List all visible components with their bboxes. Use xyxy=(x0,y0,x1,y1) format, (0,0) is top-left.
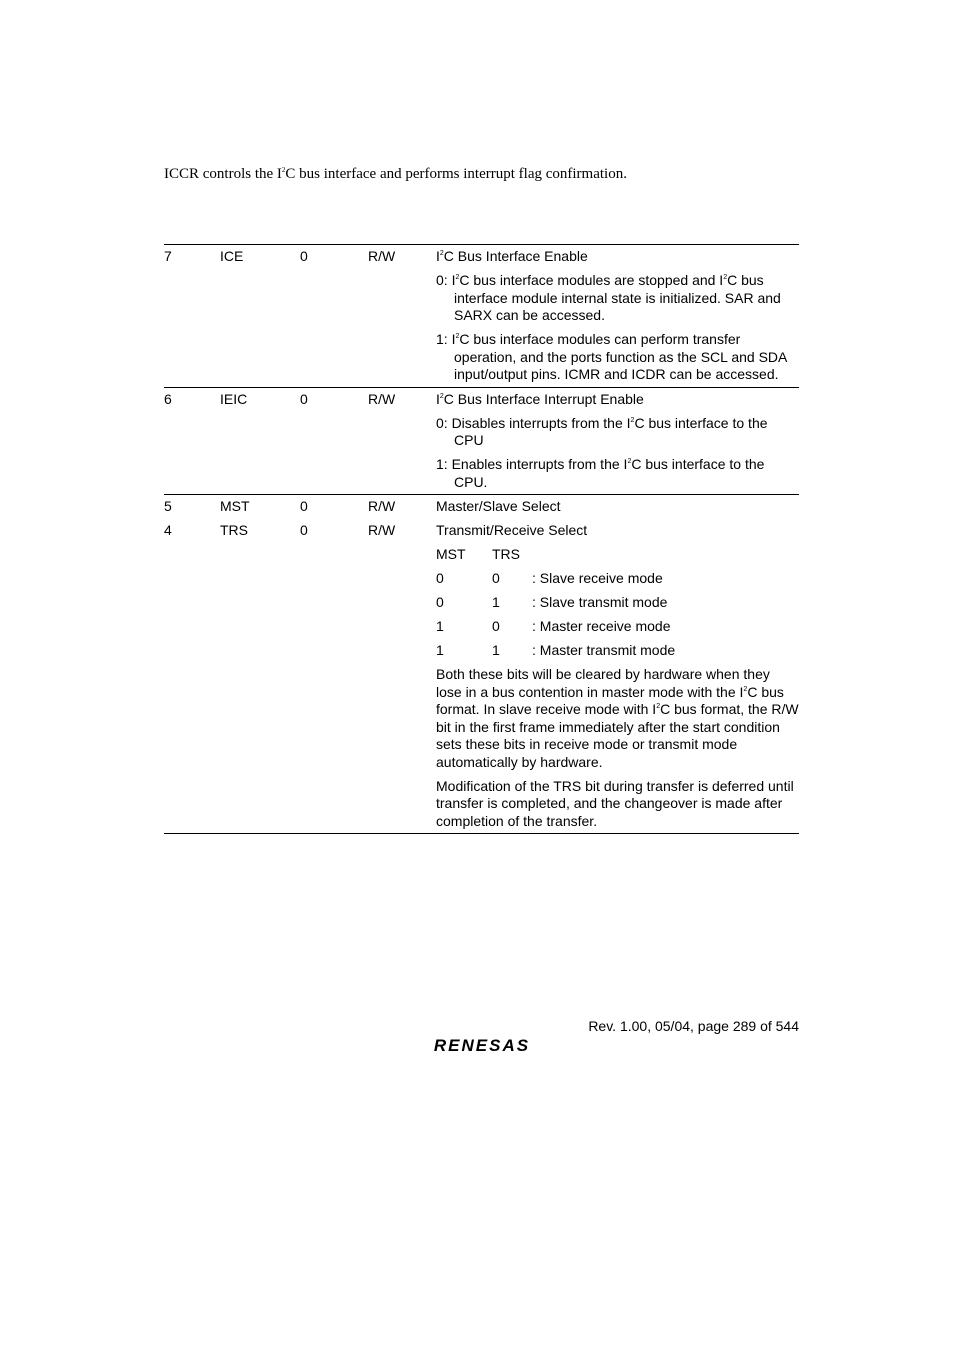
read-write: R/W xyxy=(368,390,396,407)
mode-row: 1 0 : Master receive mode xyxy=(436,618,671,634)
initial-value: 0 xyxy=(300,522,308,538)
initial-value: 0 xyxy=(300,248,308,264)
value-1-description: 1: $I^2C$ bus interface modules can perform transfer operation, and the ports function as the SCL and SDA input/output pins. ICMR and ICDR can be accessed. xyxy=(436,331,787,382)
bit-number: 7 xyxy=(164,248,172,264)
description-title: Transmit/Receive Select xyxy=(436,522,588,538)
bit-row-mst-trs xyxy=(164,494,799,834)
description-title: Master/Slave Select xyxy=(436,498,561,514)
bit-row-mst xyxy=(164,498,799,516)
modification-note: Modification of the TRS bit during transfer is deferred until transfer is completed, and the changeover is made after completion of the transfer. xyxy=(436,777,794,829)
bit-row-ice xyxy=(164,244,799,387)
mode-row: 1 1 : Master transmit mode xyxy=(436,642,676,658)
logo-text: RENESAS xyxy=(433,1036,531,1055)
read-write: R/W xyxy=(368,248,396,264)
intro-text: ICCR controls the $I^2C$ bus interface and performs interrupt flag confirmation. xyxy=(164,166,627,182)
mode-row: 0 1 : Slave transmit mode xyxy=(436,594,668,610)
bit-name: ICE xyxy=(220,248,244,264)
bit-description xyxy=(436,248,799,384)
bit-number: 6 xyxy=(164,390,172,407)
read-write: R/W xyxy=(368,522,396,538)
bit-name: MST xyxy=(220,498,250,514)
value-0-description: 0: $I^2C$ bus interface modules are stopped and $I^2C$ bus interface module internal state is initialized. SAR and SARX can be accessed. xyxy=(436,272,781,323)
bit-name: TRS xyxy=(220,522,248,538)
clear-note: Both these bits will be cleared by hardware when they lose in a bus contention in master mode with the $I^2C$ bus format. In slave receive mode with $I^2C$ bus format, the R/W bit in the first frame immediately after the start condition sets these bits in receive mode or transmit mode automatically by hardware. xyxy=(436,666,799,770)
bit-number: 5 xyxy=(164,498,172,514)
value-0-description: 0: Disables interrupts from the $I^2C$ bus interface to the CPU xyxy=(436,414,768,448)
bit-row-ieic xyxy=(164,387,799,495)
bit-number: 4 xyxy=(164,522,172,538)
bit-row-trs xyxy=(164,522,799,830)
read-write: R/W xyxy=(368,498,396,514)
initial-value: 0 xyxy=(300,390,308,407)
description-title: $I^2C$ Bus Interface Enable xyxy=(436,248,588,264)
register-bit-table xyxy=(164,244,799,834)
description-title: $I^2C$ Bus Interface Interrupt Enable xyxy=(436,390,644,407)
renesas-logo-icon xyxy=(421,1033,543,1055)
value-1-description: 1: Enables interrupts from the $I^2C$ bus interface to the CPU. xyxy=(436,456,765,490)
mode-row: 0 0 : Slave receive mode xyxy=(436,570,663,586)
mode-table-header: MST TRS xyxy=(436,546,520,562)
initial-value: 0 xyxy=(300,498,308,514)
bit-description xyxy=(436,391,799,492)
bit-name: IEIC xyxy=(220,390,248,407)
bit-description xyxy=(436,522,799,830)
page-footer: Rev. 1.00, 05/04, page 289 of 544 xyxy=(588,1018,799,1034)
